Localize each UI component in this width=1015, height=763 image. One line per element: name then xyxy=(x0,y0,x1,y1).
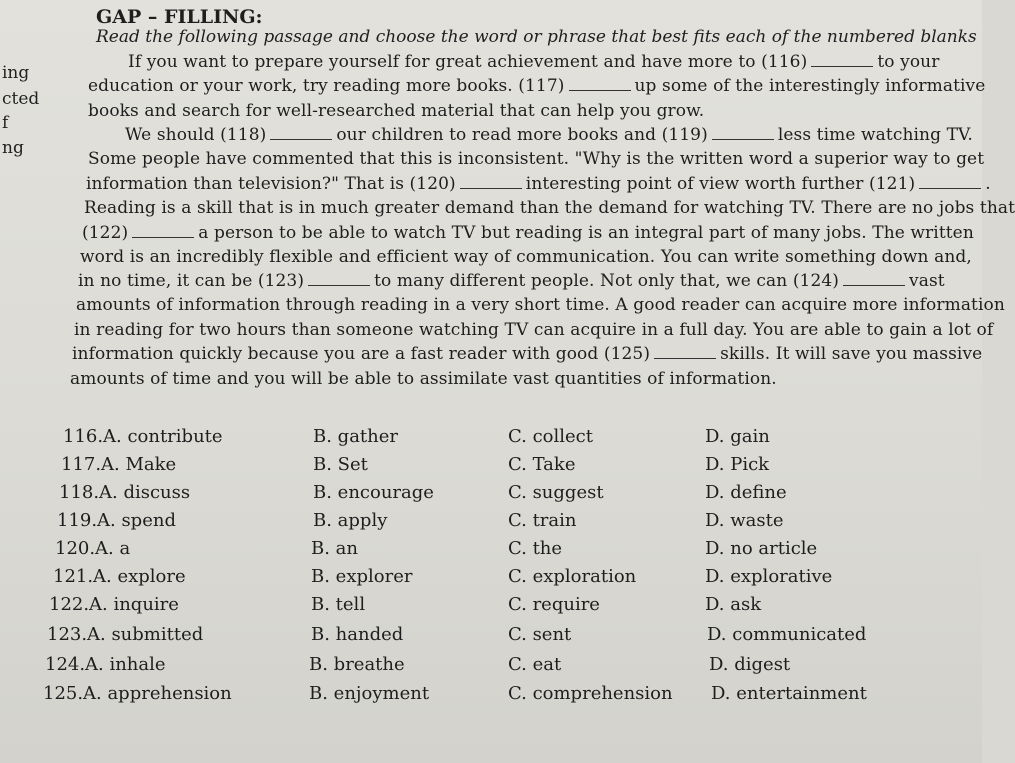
option-d[interactable]: D. define xyxy=(705,482,787,503)
option-d[interactable]: D. Pick xyxy=(705,454,770,475)
margin-fragment: f xyxy=(2,113,9,133)
answer-blank-120[interactable] xyxy=(460,176,522,189)
option-b[interactable]: B. tell xyxy=(311,594,366,615)
question-row xyxy=(0,426,982,456)
option-d[interactable]: D. communicated xyxy=(707,624,867,645)
option-b[interactable]: B. apply xyxy=(313,510,388,531)
option-a[interactable]: A. apprehension xyxy=(83,683,232,704)
question-row xyxy=(0,624,982,654)
section-heading: GAP – FILLING: xyxy=(96,6,263,28)
passage-line: (122) a person to be able to watch TV but reading is an integral part of many jobs. The written xyxy=(82,223,974,243)
option-a[interactable]: A. discuss xyxy=(99,482,191,503)
question-row xyxy=(0,454,982,484)
question-row xyxy=(0,566,982,596)
answer-blank-122[interactable] xyxy=(132,225,194,238)
option-d[interactable]: D. entertainment xyxy=(711,683,867,704)
option-a[interactable]: A. inquire xyxy=(89,594,179,615)
passage-line: Reading is a skill that is in much greater demand than the demand for watching TV. There are no jobs that xyxy=(84,198,1015,218)
answer-blank-117[interactable] xyxy=(569,78,631,91)
option-c[interactable]: C. sent xyxy=(508,624,572,645)
question-number: 123. xyxy=(47,624,88,645)
option-a[interactable]: A. spend xyxy=(97,510,176,531)
option-b[interactable]: B. Set xyxy=(313,454,368,475)
answer-blank-119[interactable] xyxy=(712,127,774,140)
passage-line: We should (118) our children to read more books and (119) less time watching TV. xyxy=(125,125,973,145)
option-c[interactable]: C. exploration xyxy=(508,566,637,587)
option-c[interactable]: C. the xyxy=(508,538,563,559)
option-a[interactable]: A. a xyxy=(95,538,131,559)
margin-fragment: ing xyxy=(2,63,30,83)
option-d[interactable]: D. ask xyxy=(705,594,762,615)
option-c[interactable]: C. comprehension xyxy=(508,683,673,704)
option-c[interactable]: C. require xyxy=(508,594,600,615)
question-row xyxy=(0,594,982,624)
question-row xyxy=(0,654,982,684)
passage-line: Some people have commented that this is inconsistent. "Why is the written word a superior way to get xyxy=(88,149,985,169)
question-row xyxy=(0,538,982,568)
option-d[interactable]: D. waste xyxy=(705,510,784,531)
answer-blank-116[interactable] xyxy=(811,54,873,67)
passage-line: amounts of time and you will be able to assimilate vast quantities of information. xyxy=(70,369,777,389)
margin-fragment: ng xyxy=(2,138,24,158)
option-c[interactable]: C. eat xyxy=(508,654,562,675)
question-row xyxy=(0,510,982,540)
passage-line: information quickly because you are a fast reader with good (125) skills. It will save you massive xyxy=(72,344,983,364)
option-d[interactable]: D. no article xyxy=(705,538,818,559)
question-number: 124. xyxy=(45,654,86,675)
answer-blank-123[interactable] xyxy=(308,273,370,286)
passage-line: in no time, it can be (123) to many different people. Not only that, we can (124) vast xyxy=(78,271,945,291)
passage-line: word is an incredibly flexible and efficient way of communication. You can write something down and, xyxy=(80,247,972,267)
passage-line: information than television?" That is (120) interesting point of view worth further (121) . xyxy=(86,174,991,194)
option-a[interactable]: A. explore xyxy=(93,566,186,587)
question-number: 125. xyxy=(43,683,84,704)
passage-line: amounts of information through reading in a very short time. A good reader can acquire more information xyxy=(76,295,1005,315)
option-b[interactable]: B. explorer xyxy=(311,566,413,587)
question-row xyxy=(0,482,982,512)
passage-line: education or your work, try reading more books. (117) up some of the interestingly informative xyxy=(88,76,986,96)
option-c[interactable]: C. collect xyxy=(508,426,593,447)
option-c[interactable]: C. suggest xyxy=(508,482,604,503)
answer-blank-121[interactable] xyxy=(919,176,981,189)
option-b[interactable]: B. enjoyment xyxy=(309,683,430,704)
option-d[interactable]: D. digest xyxy=(709,654,791,675)
option-b[interactable]: B. breathe xyxy=(309,654,405,675)
option-a[interactable]: A. Make xyxy=(101,454,177,475)
question-number: 121. xyxy=(53,566,94,587)
question-number: 120. xyxy=(55,538,96,559)
question-number: 118. xyxy=(59,482,100,503)
answer-blank-118[interactable] xyxy=(270,127,332,140)
option-d[interactable]: D. explorative xyxy=(705,566,833,587)
option-b[interactable]: B. handed xyxy=(311,624,404,645)
passage-line: in reading for two hours than someone watching TV can acquire in a full day. You are able to gain a lot of xyxy=(74,320,994,340)
question-number: 122. xyxy=(49,594,90,615)
margin-fragment: cted xyxy=(2,89,40,109)
answer-blank-124[interactable] xyxy=(843,273,905,286)
option-a[interactable]: A. contribute xyxy=(103,426,223,447)
question-row xyxy=(0,683,982,713)
answer-blank-125[interactable] xyxy=(654,346,716,359)
option-d[interactable]: D. gain xyxy=(705,426,770,447)
option-c[interactable]: C. train xyxy=(508,510,577,531)
option-b[interactable]: B. gather xyxy=(313,426,399,447)
instruction-text: Read the following passage and choose the word or phrase that best fits each of the numbered blanks xyxy=(96,27,977,47)
passage-line: If you want to prepare yourself for great achievement and have more to (116) to your xyxy=(128,52,940,72)
question-number: 119. xyxy=(57,510,98,531)
passage-line: books and search for well-researched material that can help you grow. xyxy=(88,101,705,121)
question-number: 116. xyxy=(63,426,104,447)
option-a[interactable]: A. submitted xyxy=(87,624,204,645)
option-a[interactable]: A. inhale xyxy=(85,654,166,675)
option-c[interactable]: C. Take xyxy=(508,454,576,475)
option-b[interactable]: B. encourage xyxy=(313,482,434,503)
option-b[interactable]: B. an xyxy=(311,538,358,559)
question-number: 117. xyxy=(61,454,102,475)
